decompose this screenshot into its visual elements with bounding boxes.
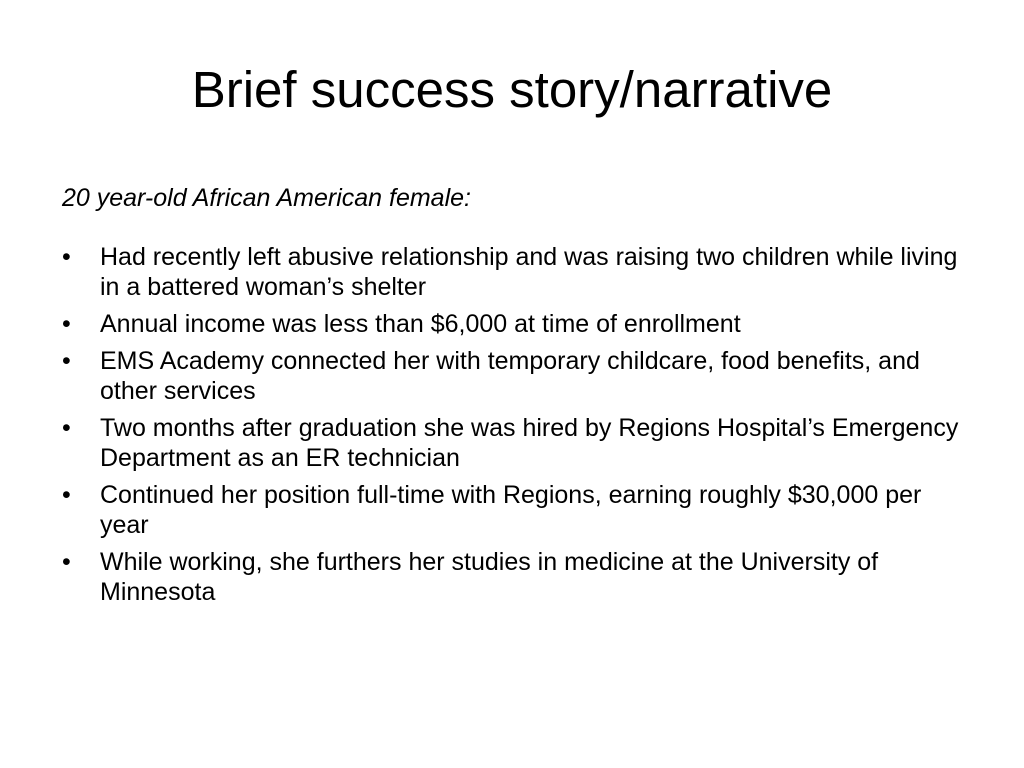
list-item [62, 346, 962, 406]
slide-title: Brief success story/narrative [191, 61, 833, 118]
list-item [62, 242, 962, 302]
list-item [62, 547, 962, 607]
bullet-text: EMS Academy connected her with temporary childcare, food benefits, and other services [100, 347, 920, 405]
bullet-text: Had recently left abusive relationship and was raising two children while living in a battered woman’s shelter [100, 243, 958, 301]
list-item [62, 480, 962, 540]
bullet-text: Continued her position full-time with Regions, earning roughly $30,000 per year [100, 481, 922, 539]
bullet-icon: • [62, 347, 71, 375]
bullet-icon: • [62, 310, 71, 338]
list-item [62, 309, 962, 339]
slide-body [62, 183, 962, 614]
bullet-icon: • [62, 414, 71, 442]
list-item [62, 413, 962, 473]
bullet-icon: • [62, 548, 71, 576]
bullet-list [62, 242, 962, 607]
bullet-icon: • [62, 243, 71, 271]
slide-subtitle: 20 year-old African American female: [62, 184, 471, 212]
bullet-icon: • [62, 481, 71, 509]
bullet-text: Annual income was less than $6,000 at time of enrollment [100, 310, 741, 338]
bullet-text: Two months after graduation she was hired by Regions Hospital’s Emergency Department as an ER technician [100, 414, 959, 472]
bullet-text: While working, she furthers her studies in medicine at the University of Minnesota [100, 548, 879, 606]
